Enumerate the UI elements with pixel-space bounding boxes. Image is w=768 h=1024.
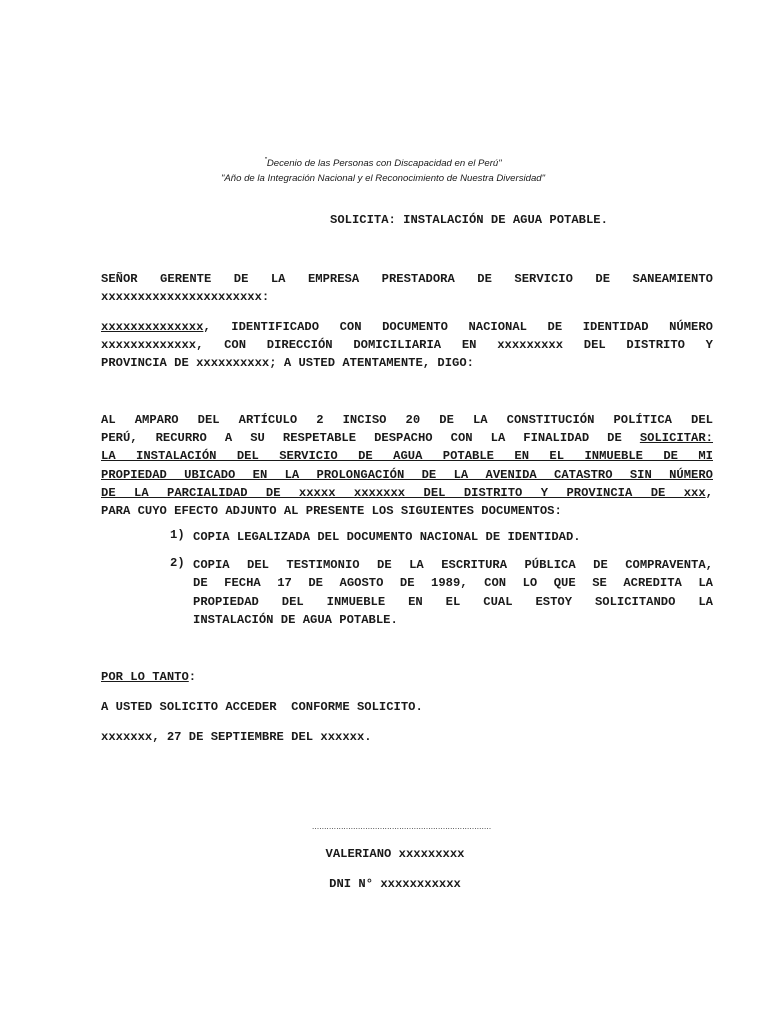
request-line-1: AL AMPARO DEL ARTÍCULO 2 INCISO 20 DE LA CONSTITUCIÓN POLÍTICA DEL	[101, 413, 713, 427]
addressee	[101, 270, 713, 306]
header-line-2: "Año de la Integración Nacional y el Reconocimiento de Nuestra Diversidad"	[220, 173, 546, 185]
addressee-line-2: xxxxxxxxxxxxxxxxxxxxxx:	[101, 290, 270, 305]
request-statement: A USTED SOLICITO ACCEDER CONFORME SOLICITO.	[101, 700, 423, 714]
identification-line-1: xxxxxxxxxxxxxx, IDENTIFICADO CON DOCUMENTO NACIONAL DE IDENTIDAD NÚMERO	[101, 320, 713, 334]
place-date-line: xxxxxxx, 27 DE SEPTIEMBRE DEL xxxxxx.	[101, 730, 372, 744]
list-item	[170, 528, 713, 546]
request-line-6: PARA CUYO EFECTO ADJUNTO AL PRESENTE LOS SIGUIENTES DOCUMENTOS:	[101, 503, 562, 518]
identification-line-3: PROVINCIA DE xxxxxxxxxx; A USTED ATENTAMENTE, DIGO:	[101, 356, 474, 371]
identification-line-2: xxxxxxxxxxxxx, CON DIRECCIÓN DOMICILIARIA EN xxxxxxxxx DEL DISTRITO Y	[101, 338, 713, 353]
signer-dni: DNI N° xxxxxxxxxxx	[329, 877, 461, 891]
subject-line: SOLICITA: INSTALACIÓN DE AGUA POTABLE.	[330, 213, 608, 227]
signature-line: ..........................................................................	[312, 822, 492, 831]
list-item	[170, 556, 713, 629]
request-line-5: DE LA PARCIALIDAD DE xxxxx xxxxxxx DEL DISTRITO Y PROVINCIA DE xxx,	[101, 485, 713, 500]
identification-paragraph	[101, 318, 713, 373]
request-line-4: PROPIEDAD UBICADO EN LA PROLONGACIÓN DE LA AVENIDA CATASTRO SIN NÚMERO	[101, 467, 713, 482]
documents-list	[170, 528, 713, 629]
addressee-line-1: SEÑOR GERENTE DE LA EMPRESA PRESTADORA DE SERVICIO DE SANEAMIENTO	[101, 272, 713, 286]
list-item-number: 2)	[170, 556, 185, 571]
header-mottos	[200, 153, 566, 186]
request-line-2: PERÚ, RECURRO A SU RESPETABLE DESPACHO CON LA FINALIDAD DE SOLICITAR:	[101, 431, 713, 446]
list-item-text: COPIA DEL TESTIMONIO DE LA ESCRITURA PÚBLICA DE COMPRAVENTA,	[193, 558, 713, 573]
list-item-text: DE FECHA 17 DE AGOSTO DE 1989, CON LO QUE SE ACREDITA LA	[193, 576, 713, 591]
list-item-number: 1)	[170, 528, 185, 542]
request-paragraph	[101, 411, 713, 520]
list-item-text: PROPIEDAD DEL INMUEBLE EN EL CUAL ESTOY SOLICITANDO LA	[193, 594, 713, 609]
signer-name: VALERIANO xxxxxxxxx	[325, 847, 465, 861]
list-item-text: COPIA LEGALIZADA DEL DOCUMENTO NACIONAL DE IDENTIDAD.	[193, 530, 581, 544]
request-line-3: LA INSTALACIÓN DEL SERVICIO DE AGUA POTABLE EN EL INMUEBLE DE MI	[101, 449, 713, 464]
applicant-name: xxxxxxxxxxxxxx	[101, 320, 204, 334]
list-item-text: INSTALACIÓN DE AGUA POTABLE.	[193, 612, 398, 627]
por-lo-tanto: POR LO TANTO:	[101, 670, 197, 684]
header-line-1: "Decenio de las Personas con Discapacidad en el Perú"	[264, 157, 502, 170]
